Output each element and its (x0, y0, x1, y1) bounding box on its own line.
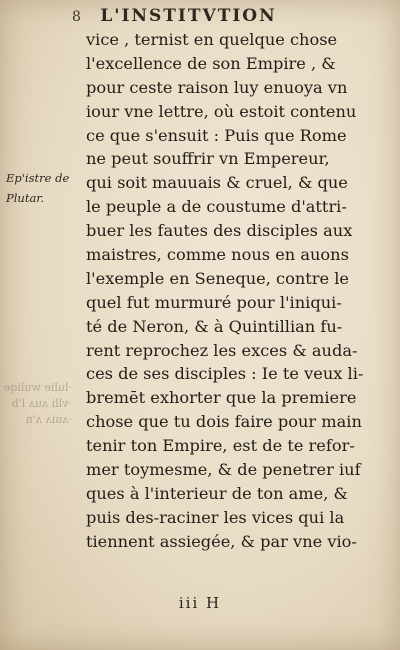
text-line: ques à l'interieur de ton ame, & (86, 483, 348, 503)
text-line: buer les fautes des disciples aux (86, 221, 353, 241)
margin-note (6, 168, 82, 208)
text-line: tiennent assiegée, & par vne vio- (86, 531, 357, 551)
text-line: l'exemple en Seneque, contre le (86, 268, 349, 288)
show-through-text: ·lulie wuliqe ·vlli ʌuʌ l'b ·ʌuiʌ ʌ'n (3, 381, 72, 426)
text-line: chose que tu dois faire pour main (86, 412, 362, 432)
text-line: té de Neron, & à Quintillian fu- (86, 316, 343, 336)
text-line: pour ceste raison luy enuoya vn (86, 77, 348, 97)
text-line: qui soit mauuais & cruel, & que (86, 173, 348, 193)
text-line: tenir ton Empire, est de te refor- (86, 436, 355, 456)
text-line: ces de ses disciples : Ie te veux li- (86, 364, 364, 384)
text-line: mer toymesme, & de penetrer iuf (86, 460, 361, 480)
signature-mark: iii H (178, 594, 222, 612)
margin-note-line: Ep'istre de (6, 171, 70, 185)
text-line: ce que s'ensuit : Puis que Rome (86, 125, 347, 145)
body-text (86, 28, 392, 554)
margin-note-line: Plutar. (6, 191, 45, 205)
text-line: puis des-raciner les vices qui la (86, 507, 345, 527)
text-line: quel fut murmuré pour l'iniqui- (86, 292, 342, 312)
running-head (72, 6, 392, 30)
text-line: vice , ternist en quelque chose (86, 30, 338, 49)
text-line: ne peut souffrir vn Empereur, (86, 149, 330, 169)
text-line: maistres, comme nous en auons (86, 245, 349, 265)
text-line: iour vne lettre, où estoit contenu (86, 101, 357, 121)
text-line: bremēt exhorter que la premiere (86, 388, 357, 408)
folio-number: 8 (72, 9, 83, 25)
text-line: le peuple a de coustume d'attri- (86, 197, 347, 217)
text-line: l'excellence de son Empire , & (86, 53, 336, 73)
text-line: rent reprochez les exces & auda- (86, 340, 358, 360)
running-head-title: L'INSTITVTION (100, 6, 277, 26)
